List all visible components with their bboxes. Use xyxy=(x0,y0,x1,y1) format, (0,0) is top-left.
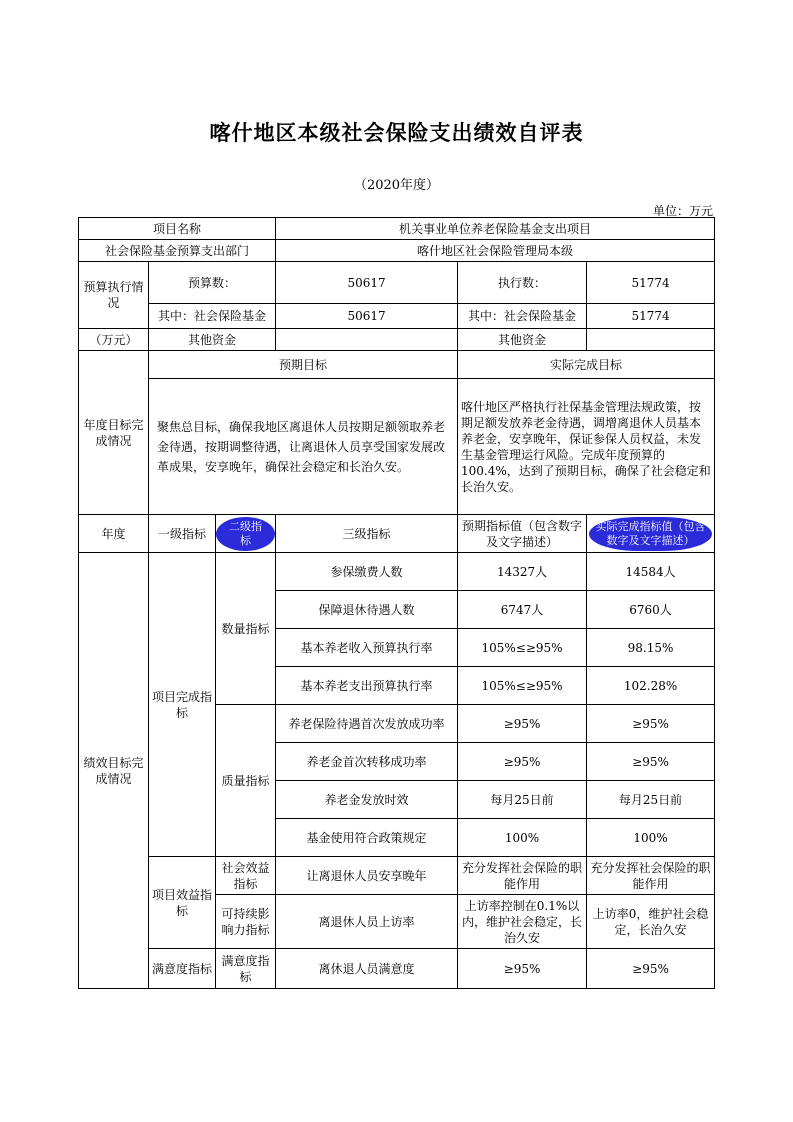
dept-label: 社会保险基金预算支出部门 xyxy=(79,240,276,262)
indicator-actual: 充分发挥社会保险的职能作用 xyxy=(587,857,715,895)
other-funds-label-2: 其他资金 xyxy=(458,329,587,351)
perf-group-project-completion: 项目完成指标 xyxy=(149,553,216,857)
indicator-header-actual: 实际完成指标值（包含数字及文字描述） xyxy=(589,517,712,551)
indicator-actual: 100% xyxy=(587,819,715,857)
indicator-expected: 100% xyxy=(458,819,587,857)
expected-goal-text: 聚焦总目标，确保我地区离退休人员按期足额领取养老金待遇，按期调整待遇，让离退休人员享受国家发展改革成果，安享晚年，确保社会稳定和长治久安。 xyxy=(149,379,458,515)
evaluation-table xyxy=(78,217,715,989)
indicator-name: 养老保险待遇首次发放成功率 xyxy=(276,705,458,743)
dept-value: 喀什地区社会保险管理局本级 xyxy=(276,240,715,262)
indicator-header-expected: 预期指标值（包含数字及文字描述） xyxy=(458,515,587,553)
indicator-expected: ≥95% xyxy=(458,705,587,743)
indicator-name: 养老金首次转移成功率 xyxy=(276,743,458,781)
indicator-actual: 14584人 xyxy=(587,553,715,591)
indicator-name: 基金使用符合政策规定 xyxy=(276,819,458,857)
indicator-name: 基本养老收入预算执行率 xyxy=(276,629,458,667)
indicator-expected: ≥95% xyxy=(458,949,587,989)
sub-budget-value: 50617 xyxy=(276,304,458,329)
indicator-header-year: 年度 xyxy=(79,515,149,553)
indicator-name: 让离退休人员安享晚年 xyxy=(276,857,458,895)
report-year: （2020年度） xyxy=(353,178,440,193)
unit-label: 单位：万元 xyxy=(652,204,713,218)
sub-fund-label-1: 其中：社会保险基金 xyxy=(149,304,276,329)
sub-fund-label-2: 其中：社会保险基金 xyxy=(458,304,587,329)
actual-goal-text: 喀什地区严格执行社保基金管理法规政策，按期足额发放养老金待遇，调增离退休人员基本养老金，安享晚年，保证参保人员权益，未发生基金管理运行风险。完成年度预算的100.4%，达到了预期目标，确保了社会稳定和长治久安。 xyxy=(458,379,715,515)
indicator-name: 养老金发放时效 xyxy=(276,781,458,819)
perf-satisfaction-indicator: 满意度指标 xyxy=(216,949,276,989)
goals-section-label: 年度目标完成情况 xyxy=(79,351,149,515)
indicator-header-level3: 三级指标 xyxy=(276,515,458,553)
indicator-header-level1: 一级指标 xyxy=(149,515,216,553)
exec-value: 51774 xyxy=(587,262,715,304)
indicator-header-level2: 二级指标 xyxy=(216,517,275,551)
sub-exec-value: 51774 xyxy=(587,304,715,329)
indicator-actual: 上访率0，维护社会稳定，长治久安 xyxy=(587,895,715,949)
indicator-actual: 102.28% xyxy=(587,667,715,705)
indicator-name: 保障退休待遇人数 xyxy=(276,591,458,629)
indicator-actual: ≥95% xyxy=(587,743,715,781)
other-funds-value-1 xyxy=(276,329,458,351)
indicator-name: 离退休人员上访率 xyxy=(276,895,458,949)
perf-group-satisfaction: 满意度指标 xyxy=(149,949,216,989)
other-funds-label-1: 其他资金 xyxy=(149,329,276,351)
indicator-expected: 每月25日前 xyxy=(458,781,587,819)
indicator-actual: 6760人 xyxy=(587,591,715,629)
perf-group-project-benefit: 项目效益指标 xyxy=(149,857,216,949)
perf-section-label: 绩效目标完成情况 xyxy=(79,553,149,989)
perf-quality-indicator: 质量指标 xyxy=(216,705,276,857)
budget-section-label: 预算执行情况 xyxy=(79,262,149,329)
perf-quantity-indicator: 数量指标 xyxy=(216,553,276,705)
perf-social-benefit-indicator: 社会效益指标 xyxy=(216,857,276,895)
indicator-expected: 105%≤≥95% xyxy=(458,667,587,705)
expected-goal-header: 预期目标 xyxy=(149,351,458,379)
indicator-actual: ≥95% xyxy=(587,949,715,989)
indicator-actual: 98.15% xyxy=(587,629,715,667)
indicator-expected: 充分发挥社会保险的职能作用 xyxy=(458,857,587,895)
evaluation-table-wrapper xyxy=(78,217,714,989)
other-funds-value-2 xyxy=(587,329,715,351)
project-name-value: 机关事业单位养老保险基金支出项目 xyxy=(276,218,715,240)
indicator-name: 基本养老支出预算执行率 xyxy=(276,667,458,705)
page-title: 喀什地区本级社会保险支出绩效自评表 xyxy=(209,120,584,145)
indicator-name: 离休退人员满意度 xyxy=(276,949,458,989)
budget-unit-label: （万元） xyxy=(79,329,149,351)
indicator-expected: 105%≤≥95% xyxy=(458,629,587,667)
budget-label: 预算数： xyxy=(149,262,276,304)
project-name-label: 项目名称 xyxy=(79,218,276,240)
actual-goal-header: 实际完成目标 xyxy=(458,351,715,379)
indicator-expected: 14327人 xyxy=(458,553,587,591)
indicator-actual: 每月25日前 xyxy=(587,781,715,819)
indicator-name: 参保缴费人数 xyxy=(276,553,458,591)
indicator-expected: 上访率控制在0.1%以内，维护社会稳定，长治久安 xyxy=(458,895,587,949)
exec-label: 执行数： xyxy=(458,262,587,304)
indicator-actual: ≥95% xyxy=(587,705,715,743)
budget-value: 50617 xyxy=(276,262,458,304)
indicator-expected: ≥95% xyxy=(458,743,587,781)
perf-sustain-indicator: 可持续影响力指标 xyxy=(216,895,276,949)
indicator-expected: 6747人 xyxy=(458,591,587,629)
